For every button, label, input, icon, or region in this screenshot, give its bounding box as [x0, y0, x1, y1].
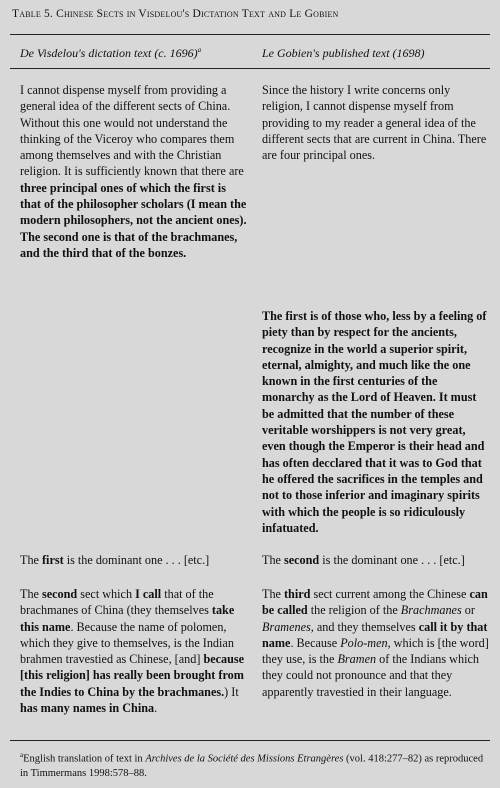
bold-run: three principal ones of which the first is that of the philosopher scholars (I mean the modern philosophers, not the ancient ones). The second one is that of the brachmanes, and the third that of the bonzes.: [20, 180, 247, 260]
right-column-header: Le Gobien's published text (1698): [262, 46, 425, 60]
text-run: .: [154, 701, 158, 716]
text-run: that of the brachmanes of China (they themselves: [20, 587, 214, 618]
text-run: . Because the name of polomen, which they give to themselves, is the Indian brahmen travestied as Chinese, [and]: [20, 619, 234, 667]
text-run: The: [262, 553, 284, 567]
text-run: English translation of text in: [23, 753, 146, 765]
bold-run: third: [284, 587, 311, 601]
bold-run: first: [42, 553, 64, 567]
text-run: is the dominant one . . . [etc.]: [319, 553, 465, 567]
text-run: The: [20, 587, 42, 601]
italic-run: Archives de la Société des Missions Etrangères: [145, 753, 344, 765]
text-run: The: [20, 553, 42, 567]
text-run: (vol. 418:277–82) as reproduced in Timmermans 1998:578–88.: [20, 753, 484, 779]
text-run: , which is [the word] they use, is the: [262, 635, 489, 667]
footnote-marker: a: [20, 751, 24, 759]
left-paragraph-1: [20, 82, 248, 261]
italic-run: Bramenes: [262, 619, 311, 634]
right-paragraph-3: [262, 552, 490, 568]
right-paragraph-4: [262, 586, 490, 700]
text-run: sect which: [77, 587, 136, 601]
italic-run: Bramen: [337, 652, 377, 667]
text-run: . Because: [290, 635, 341, 650]
text-run: or: [461, 603, 475, 618]
right-paragraph-2: The first is of those who, less by a feeling of piety than by respect for the ancients, recognize in the world a superior spirit, eternal, almighty, and much like the one known in the first centuries of the monarchy as the Lord of Heaven. It must be admitted that the number of these veritable worshippers is not very great, even though the Emperor is their head and has often decclared that it was to God that he offered the sacrifices in the temples and not to those inferior and imaginary spirits with which the people is so ridiculously infatuated.: [262, 309, 487, 535]
italic-run: Brachmanes: [400, 603, 462, 618]
text-run: I cannot dispense myself from providing a general idea of the different sects of China. Without this one would not understand the thinking of the Viceroy who compares them among themselves and with the Christian religion. It is sufficiently known that there are: [20, 83, 244, 179]
footnote: [20, 748, 486, 781]
header-rule: [10, 68, 490, 69]
table-title: Table 5. Chinese Sects in Visdelou's Dictation Text and Le Gobien: [12, 8, 339, 20]
bold-run: second: [284, 553, 320, 567]
text-run: ) It: [224, 684, 239, 699]
bottom-rule: [10, 740, 490, 741]
text-run: of the Indians which they could not pronounce and that they apparently travestied in their language.: [262, 652, 479, 699]
text-run: , and they themselves: [310, 619, 419, 634]
bold-run: because [this religion] has really been brought from the Indies to China by the brachmanes.: [20, 652, 245, 699]
bold-run: can be called: [262, 587, 488, 618]
top-rule: [10, 34, 490, 35]
left-paragraph-3: [20, 586, 248, 716]
text-run: the religion of the: [307, 603, 401, 618]
text-run: sect current among the Chinese: [310, 587, 470, 601]
left-column-header-text: De Visdelou's dictation text (c. 1696): [20, 46, 198, 60]
bold-run: has many names in China: [20, 701, 155, 716]
bold-run: I call: [135, 587, 162, 601]
left-paragraph-2: [20, 552, 248, 568]
left-column-header: [20, 46, 201, 61]
bold-run: second: [42, 587, 78, 601]
bold-run: take this name: [20, 603, 235, 634]
text-run: The: [262, 587, 284, 601]
text-run: is the dominant one . . . [etc.]: [63, 553, 210, 567]
right-paragraph-1: Since the history I write concerns only religion, I cannot dispense myself from providing to my reader a general idea of the different sects that are current in China. There are four principal ones.: [262, 83, 487, 163]
footnote-marker: a: [197, 46, 202, 54]
bold-run: call it by that name: [262, 619, 488, 650]
italic-run: Polo-men: [340, 635, 388, 650]
